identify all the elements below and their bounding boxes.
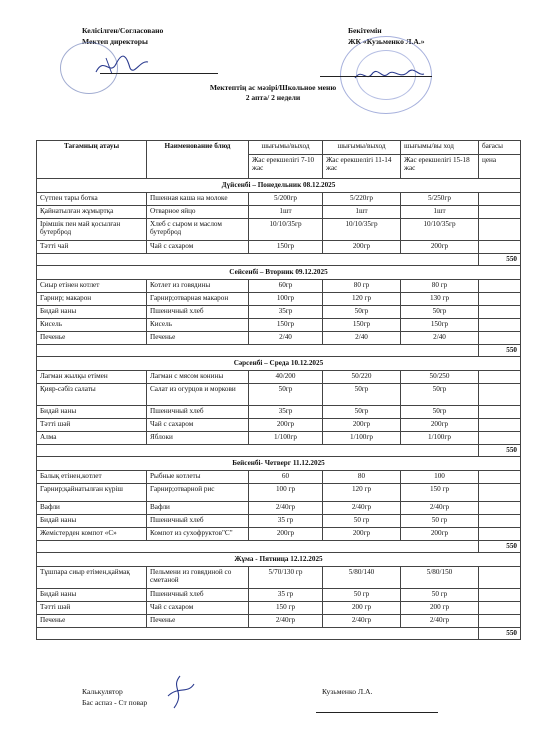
output-age-15-18: 200 гр xyxy=(401,602,479,615)
output-age-11-14: 200гр xyxy=(323,419,401,432)
price-cell xyxy=(479,502,521,515)
footer-left-line1: Калькулятор xyxy=(82,687,123,696)
output-age-7-10: 150 гр xyxy=(249,602,323,615)
dish-name-ru: Кисель xyxy=(147,319,249,332)
output-age-7-10: 5/70/130 гр xyxy=(249,567,323,589)
price-cell xyxy=(479,219,521,241)
output-age-11-14: 50гр xyxy=(323,406,401,419)
output-age-15-18: 200гр xyxy=(401,528,479,541)
table-row xyxy=(37,241,521,254)
price-cell xyxy=(479,567,521,589)
price-cell xyxy=(479,432,521,445)
empty-cell xyxy=(323,345,401,357)
output-age-11-14: 1шт xyxy=(323,206,401,219)
dish-name-ru: Рыбные котлеты xyxy=(147,471,249,484)
empty-cell xyxy=(323,254,401,266)
day-total-row xyxy=(37,541,521,553)
menu-title-line2: 2 апта/ 2 недели xyxy=(245,93,301,102)
output-age-11-14: 50/220 xyxy=(323,371,401,384)
dish-name-kz: Қайнатылған жұмыртқа xyxy=(37,206,147,219)
output-age-11-14: 80 гр xyxy=(323,280,401,293)
output-age-7-10: 35 гр xyxy=(249,515,323,528)
dish-name-kz: Печенье xyxy=(37,615,147,628)
output-age-7-10: 100гр xyxy=(249,293,323,306)
output-age-15-18: 50гр xyxy=(401,406,479,419)
table-row xyxy=(37,432,521,445)
dish-name-kz: Вафли xyxy=(37,502,147,515)
empty-cell xyxy=(147,345,249,357)
day-title: Жұма - Пятница 12.12.2025 xyxy=(37,553,521,567)
output-age-7-10: 2/40гр xyxy=(249,615,323,628)
day-title: Сәрсенбі – Среда 10.12.2025 xyxy=(37,357,521,371)
price-cell xyxy=(479,419,521,432)
price-cell xyxy=(479,515,521,528)
empty-cell xyxy=(323,541,401,553)
output-age-15-18: 130 гр xyxy=(401,293,479,306)
output-age-7-10: 150гр xyxy=(249,319,323,332)
output-age-15-18: 2/40гр xyxy=(401,502,479,515)
dish-name-kz: Лагман жылқы етімен xyxy=(37,371,147,384)
signature-left-icon xyxy=(92,52,152,78)
dish-name-ru: Чай с сахаром xyxy=(147,419,249,432)
approval-left-line1: Келісілген/Согласовано xyxy=(82,26,164,35)
menu-title-line1: Мектептің ас мәзірі/Школьное меню xyxy=(209,83,337,92)
table-row xyxy=(37,332,521,345)
output-age-7-10: 150гр xyxy=(249,241,323,254)
output-age-15-18: 5/80/150 xyxy=(401,567,479,589)
empty-cell xyxy=(401,541,479,553)
day-header-row xyxy=(37,457,521,471)
dish-name-kz: Тұшпара сиыр етімен,қаймақ xyxy=(37,567,147,589)
dish-name-kz: Қияр-сәбіз салаты xyxy=(37,384,147,406)
approval-right-line1: Бекітемін xyxy=(348,26,382,35)
output-age-7-10: 1шт xyxy=(249,206,323,219)
price-cell xyxy=(479,528,521,541)
day-total-row xyxy=(37,445,521,457)
output-age-11-14: 2/40гр xyxy=(323,502,401,515)
output-age-15-18: 2/40гр xyxy=(401,615,479,628)
output-age-15-18: 150 гр xyxy=(401,484,479,502)
day-total-value: 550 xyxy=(479,445,521,457)
empty-cell xyxy=(323,445,401,457)
empty-cell xyxy=(401,445,479,457)
output-age-11-14: 200 гр xyxy=(323,602,401,615)
output-age-15-18: 150гр xyxy=(401,319,479,332)
price-cell xyxy=(479,589,521,602)
output-age-7-10: 2/40гр xyxy=(249,502,323,515)
dish-name-ru: Яблоки xyxy=(147,432,249,445)
table-row xyxy=(37,306,521,319)
output-age-15-18: 10/10/35гр xyxy=(401,219,479,241)
empty-cell xyxy=(147,628,249,640)
dish-name-ru: Пшеничный хлеб xyxy=(147,406,249,419)
output-age-7-10: 2/40 xyxy=(249,332,323,345)
dish-name-ru: Гарнир;отварная макарон xyxy=(147,293,249,306)
table-row xyxy=(37,280,521,293)
day-title: Бейсенбі- Четверг 11.12.2025 xyxy=(37,457,521,471)
table-row xyxy=(37,406,521,419)
output-age-7-10: 35гр xyxy=(249,406,323,419)
empty-cell xyxy=(147,445,249,457)
table-row xyxy=(37,419,521,432)
dish-name-ru: Пшеничный хлеб xyxy=(147,515,249,528)
output-age-15-18: 5/250гр xyxy=(401,193,479,206)
dish-name-kz: Сиыр етінен котлет xyxy=(37,280,147,293)
day-title: Сейсенбі – Вторник 09.12.2025 xyxy=(37,266,521,280)
empty-cell xyxy=(401,628,479,640)
dish-name-ru: Компот из сухофруктов"С" xyxy=(147,528,249,541)
header-price-kz: бағасы xyxy=(479,141,521,155)
output-age-11-14: 50гр xyxy=(323,384,401,406)
output-age-15-18: 1/100гр xyxy=(401,432,479,445)
dish-name-ru: Печенье xyxy=(147,615,249,628)
approval-left-line2: Мектеп директоры xyxy=(82,37,148,46)
output-age-15-18: 50 гр xyxy=(401,589,479,602)
header-name-kz: Тағамның атауы xyxy=(37,141,147,179)
day-total-row xyxy=(37,628,521,640)
day-header-row xyxy=(37,179,521,193)
price-cell xyxy=(479,306,521,319)
output-age-15-18: 50гр xyxy=(401,384,479,406)
footer-left xyxy=(82,688,147,710)
table-row xyxy=(37,515,521,528)
output-age-11-14: 1/100гр xyxy=(323,432,401,445)
empty-cell xyxy=(37,628,147,640)
empty-cell xyxy=(249,345,323,357)
signature-footer-icon xyxy=(160,674,200,714)
output-age-15-18: 1шт xyxy=(401,206,479,219)
output-age-7-10: 60гр xyxy=(249,280,323,293)
output-age-7-10: 40/200 xyxy=(249,371,323,384)
day-total-value: 550 xyxy=(479,541,521,553)
table-row xyxy=(37,484,521,502)
signature-line-left xyxy=(100,73,218,74)
output-age-11-14: 5/220гр xyxy=(323,193,401,206)
header-age-1: Жас ерекшелігі 7-10 жас xyxy=(249,155,323,179)
output-age-11-14: 50 гр xyxy=(323,515,401,528)
output-age-11-14: 5/80/140 xyxy=(323,567,401,589)
empty-cell xyxy=(249,628,323,640)
output-age-7-10: 10/10/35гр xyxy=(249,219,323,241)
dish-name-kz: Бидай наны xyxy=(37,406,147,419)
day-total-row xyxy=(37,254,521,266)
dish-name-ru: Хлеб с сыром и маслом бутерброд xyxy=(147,219,249,241)
table-row xyxy=(37,371,521,384)
dish-name-ru: Лагман с мясом конины xyxy=(147,371,249,384)
empty-cell xyxy=(249,541,323,553)
price-cell xyxy=(479,615,521,628)
price-cell xyxy=(479,406,521,419)
empty-cell xyxy=(37,254,147,266)
price-cell xyxy=(479,602,521,615)
output-age-11-14: 10/10/35гр xyxy=(323,219,401,241)
output-age-11-14: 50гр xyxy=(323,306,401,319)
dish-name-kz: Гарнир; макарон xyxy=(37,293,147,306)
dish-name-kz: Бидай наны xyxy=(37,306,147,319)
output-age-7-10: 200гр xyxy=(249,528,323,541)
day-total-row xyxy=(37,345,521,357)
dish-name-ru: Печенье xyxy=(147,332,249,345)
table-row xyxy=(37,319,521,332)
menu-table xyxy=(36,140,521,640)
dish-name-kz: Гарнир;қайнатылған күріш xyxy=(37,484,147,502)
output-age-7-10: 1/100гр xyxy=(249,432,323,445)
dish-name-ru: Пельмени из говядиной со сметаной xyxy=(147,567,249,589)
output-age-7-10: 5/200гр xyxy=(249,193,323,206)
output-age-11-14: 80 xyxy=(323,471,401,484)
output-age-15-18: 50 гр xyxy=(401,515,479,528)
header-age-2: Жас ерекшелігі 11-14 жас xyxy=(323,155,401,179)
dish-name-kz: Бидай наны xyxy=(37,515,147,528)
price-cell xyxy=(479,241,521,254)
header-price-ru: цена xyxy=(479,155,521,179)
empty-cell xyxy=(37,541,147,553)
price-cell xyxy=(479,384,521,406)
dish-name-ru: Отварное яйцо xyxy=(147,206,249,219)
header-output-1: шығымы/выход xyxy=(249,141,323,155)
dish-name-kz: Ірімшік пен май қосылған бутерброд xyxy=(37,219,147,241)
dish-name-kz: Бидай наны xyxy=(37,589,147,602)
header-name-ru: Наименование блюд xyxy=(147,141,249,179)
price-cell xyxy=(479,332,521,345)
output-age-7-10: 60 xyxy=(249,471,323,484)
dish-name-kz: Печенье xyxy=(37,332,147,345)
footer-right-name: Кузьменко Л.А. xyxy=(322,687,373,696)
output-age-7-10: 100 гр xyxy=(249,484,323,502)
output-age-15-18: 2/40 xyxy=(401,332,479,345)
empty-cell xyxy=(323,628,401,640)
table-row xyxy=(37,602,521,615)
output-age-11-14: 120 гр xyxy=(323,293,401,306)
dish-name-ru: Гарнир;отварной рис xyxy=(147,484,249,502)
day-header-row xyxy=(37,357,521,371)
output-age-15-18: 200гр xyxy=(401,241,479,254)
dish-name-kz: Балық етінен,котлет xyxy=(37,471,147,484)
day-total-value: 550 xyxy=(479,254,521,266)
dish-name-kz: Сүтпен тары ботка xyxy=(37,193,147,206)
dish-name-kz: Алма xyxy=(37,432,147,445)
dish-name-ru: Чай с сахаром xyxy=(147,602,249,615)
output-age-7-10: 200гр xyxy=(249,419,323,432)
output-age-7-10: 35 гр xyxy=(249,589,323,602)
day-title: Дүйсенбі – Понедельник 08.12.2025 xyxy=(37,179,521,193)
empty-cell xyxy=(147,254,249,266)
menu-title xyxy=(0,84,546,104)
empty-cell xyxy=(401,345,479,357)
output-age-11-14: 50 гр xyxy=(323,589,401,602)
table-row xyxy=(37,567,521,589)
output-age-11-14: 150гр xyxy=(323,319,401,332)
output-age-11-14: 200гр xyxy=(323,528,401,541)
header-output-2: шығымы/выход xyxy=(323,141,401,155)
signature-line-right xyxy=(320,76,432,77)
table-row xyxy=(37,528,521,541)
price-cell xyxy=(479,193,521,206)
output-age-15-18: 50гр xyxy=(401,306,479,319)
dish-name-ru: Котлет из говядины xyxy=(147,280,249,293)
output-age-15-18: 80 гр xyxy=(401,280,479,293)
table-row xyxy=(37,615,521,628)
footer-signature-line xyxy=(316,712,438,713)
table-row xyxy=(37,293,521,306)
table-row xyxy=(37,219,521,241)
table-row xyxy=(37,471,521,484)
dish-name-kz: Тәтті чай xyxy=(37,241,147,254)
dish-name-kz: Тәтті шәй xyxy=(37,602,147,615)
dish-name-ru: Салат из огурцов и моркови xyxy=(147,384,249,406)
output-age-15-18: 50/250 xyxy=(401,371,479,384)
dish-name-ru: Пшеничный хлеб xyxy=(147,306,249,319)
dish-name-ru: Вафли xyxy=(147,502,249,515)
table-row xyxy=(37,502,521,515)
price-cell xyxy=(479,471,521,484)
table-row xyxy=(37,384,521,406)
dish-name-kz: Жемістерден компот «С» xyxy=(37,528,147,541)
dish-name-kz: Кисель xyxy=(37,319,147,332)
approval-right-line2: ЖК «Кузьменко Л.А.» xyxy=(348,37,425,46)
day-header-row xyxy=(37,266,521,280)
output-age-11-14: 2/40гр xyxy=(323,615,401,628)
empty-cell xyxy=(249,445,323,457)
output-age-11-14: 2/40 xyxy=(323,332,401,345)
empty-cell xyxy=(37,445,147,457)
table-row xyxy=(37,193,521,206)
day-header-row xyxy=(37,553,521,567)
day-total-value: 550 xyxy=(479,628,521,640)
footer-left-line2: Бас аспаз - Ст повар xyxy=(82,698,148,707)
table-row xyxy=(37,589,521,602)
price-cell xyxy=(479,371,521,384)
table-row xyxy=(37,206,521,219)
signature-right-icon xyxy=(352,62,426,86)
day-total-value: 550 xyxy=(479,345,521,357)
price-cell xyxy=(479,293,521,306)
dish-name-ru: Пшенная каша на молоке xyxy=(147,193,249,206)
output-age-15-18: 200гр xyxy=(401,419,479,432)
header-output-3: шығымы/вы ход xyxy=(401,141,479,155)
dish-name-ru: Чай с сахаром xyxy=(147,241,249,254)
output-age-7-10: 35гр xyxy=(249,306,323,319)
price-cell xyxy=(479,280,521,293)
header-age-3: Жас ерекшелігі 15-18 жас xyxy=(401,155,479,179)
dish-name-ru: Пшеничный хлеб xyxy=(147,589,249,602)
price-cell xyxy=(479,484,521,502)
empty-cell xyxy=(249,254,323,266)
output-age-7-10: 50гр xyxy=(249,384,323,406)
price-cell xyxy=(479,319,521,332)
dish-name-kz: Тәтті шәй xyxy=(37,419,147,432)
output-age-11-14: 200гр xyxy=(323,241,401,254)
output-age-15-18: 100 xyxy=(401,471,479,484)
empty-cell xyxy=(401,254,479,266)
output-age-11-14: 120 гр xyxy=(323,484,401,502)
empty-cell xyxy=(37,345,147,357)
price-cell xyxy=(479,206,521,219)
menu-body xyxy=(37,179,521,640)
empty-cell xyxy=(147,541,249,553)
